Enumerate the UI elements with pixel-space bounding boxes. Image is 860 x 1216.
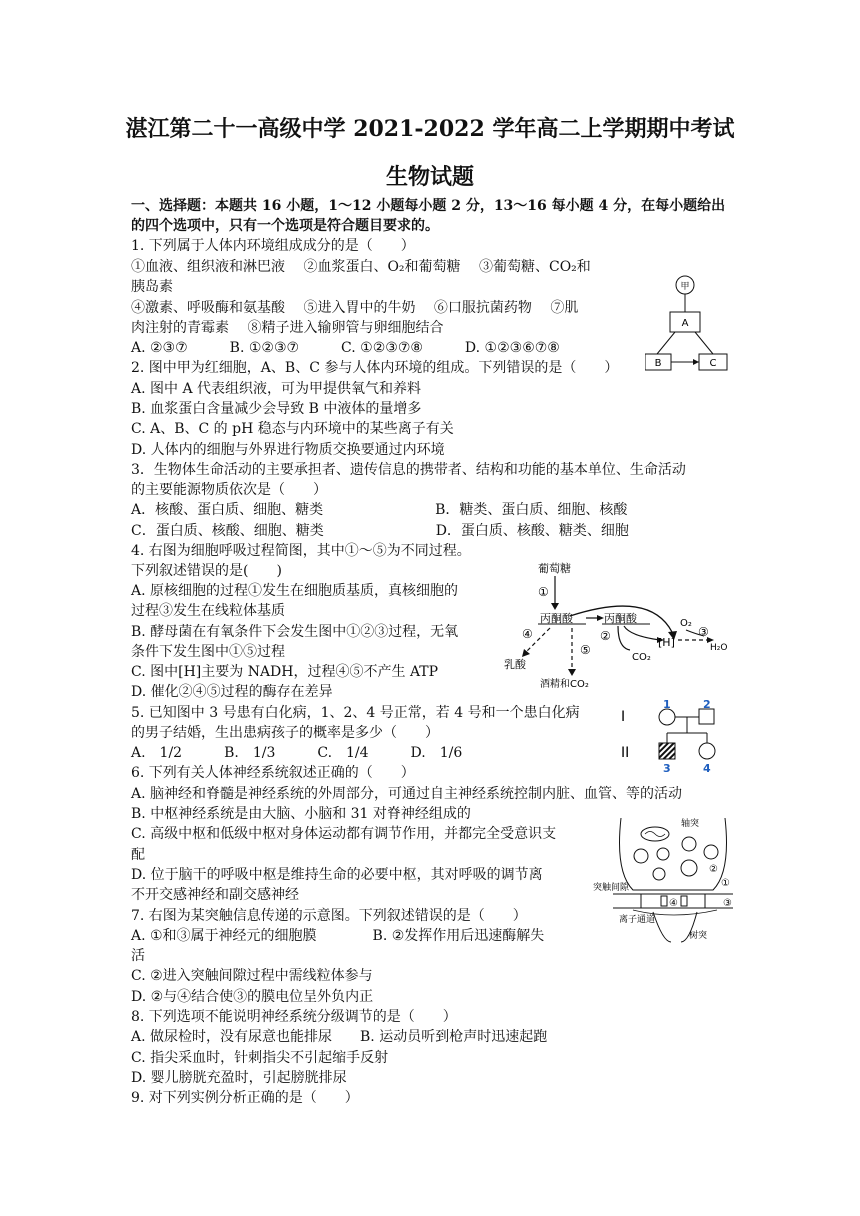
glucose-label: 葡萄糖 [538, 562, 571, 575]
svg-text:3: 3 [663, 762, 671, 775]
svg-text:⑤: ⑤ [580, 643, 591, 657]
svg-text:I: I [621, 709, 626, 725]
text-line: C. 图中[H]主要为 NADH，过程④⑤不产生 ATP [131, 664, 439, 680]
text-line: 胰岛素 [131, 279, 173, 295]
text-line: 活 [131, 948, 145, 964]
svg-text:树突: 树突 [689, 931, 708, 941]
text-line: 配 [131, 847, 145, 863]
text-line: 的主要能源物质依次是（ ） [131, 482, 327, 498]
text-line: 6. 下列有关人体神经系统叙述正确的（ ） [131, 765, 415, 781]
text-line: 的四个选项中，只有一个选项是符合题目要求的。 [131, 218, 439, 234]
svg-text:2: 2 [703, 698, 711, 711]
cell-respiration-diagram [500, 560, 735, 690]
svg-text:②: ② [600, 629, 611, 643]
svg-text:O₂: O₂ [680, 618, 692, 629]
synapse-diagram [593, 812, 743, 944]
svg-text:③: ③ [723, 898, 732, 909]
text-line: A. ②③⑦ B. ①②③⑦ C. ①②③⑦⑧ D. ①②③⑥⑦⑧ [131, 340, 560, 356]
svg-text:4: 4 [703, 762, 711, 775]
individual-4 [699, 743, 715, 759]
text-line: 1. 下列属于人体内环境组成成分的是（ ） [131, 238, 415, 254]
text-line: C. ②进入突触间隙过程中需线粒体参与 [131, 968, 373, 984]
text-line: ①血液、组织液和淋巴液 ②血浆蛋白、O₂和葡萄糖 ③葡萄糖、CO₂和 [131, 259, 591, 275]
text-line: 7. 右图为某突触信息传递的示意图。下列叙述错误的是（ ） [131, 908, 527, 924]
text-line: 的男子结婚，生出患病孩子的概率是多少（ ） [131, 725, 439, 741]
text-line: 4. 右图为细胞呼吸过程简图，其中①～⑤为不同过程。 [131, 543, 471, 559]
individual-2 [699, 709, 714, 724]
text-line: A. 图中 A 代表组织液，可为甲提供氧气和养料 [131, 381, 422, 397]
svg-text:③: ③ [698, 625, 709, 639]
text-line: 5. 已知图中 3 号患有白化病，1、2、4 号正常，若 4 号和一个患白化病 [131, 705, 580, 721]
text-line: A. 原核细胞的过程①发生在细胞质基质，真核细胞的 [131, 583, 459, 599]
text-line: 2. 图中甲为红细胞，A、B、C 参与人体内环境的组成。下列错误的是（ ） [131, 360, 619, 376]
svg-text:轴突: 轴突 [681, 819, 700, 829]
svg-text:②: ② [709, 864, 718, 875]
svg-text:④: ④ [522, 627, 533, 641]
svg-text:突触间隙: 突触间隙 [593, 883, 630, 893]
alcohol-co2-label: 酒精和CO₂ [540, 679, 589, 690]
text-line: A．核酸、蛋白质、细胞、糖类 B．糖类、蛋白质、细胞、核酸 [131, 502, 628, 518]
text-line: 一、选择题：本题共 16 小题，1～12 小题每小题 2 分，13～16 每小题 4 分，在每小题给出 [131, 198, 726, 214]
svg-text:CO₂: CO₂ [632, 652, 651, 663]
text-line: 8. 下列选项不能说明神经系统分级调节的是（ ） [131, 1009, 457, 1025]
text-line: C. 指尖采血时，针刺指尖不引起缩手反射 [131, 1050, 389, 1066]
text-line: 不开交感神经和副交感神经 [131, 887, 299, 903]
svg-text:[H]: [H] [658, 636, 675, 649]
svg-text:C: C [709, 358, 717, 369]
svg-text:1: 1 [663, 698, 671, 711]
text-line: C．蛋白质、核酸、细胞、糖类 D．蛋白质、核酸、糖类、细胞 [131, 523, 629, 539]
pyruvate-label-1: 丙酮酸 [540, 612, 573, 625]
text-line: D. 催化②④⑤过程的酶存在差异 [131, 684, 333, 700]
svg-text:离子通道: 离子通道 [619, 915, 656, 925]
text-line: 条件下发生图中①⑤过程 [131, 644, 285, 660]
text-line: C. A、B、C 的 pH 稳态与内环境中的某些离子有关 [131, 421, 454, 437]
svg-text:A: A [681, 318, 689, 329]
svg-text:①: ① [721, 878, 730, 889]
text-line: D. ②与④结合使③的膜电位呈外负内正 [131, 989, 374, 1005]
text-line: ④激素、呼吸酶和氨基酸 ⑤进入胃中的牛奶 ⑥口服抗菌药物 ⑦肌 [131, 300, 579, 316]
text-line: 9. 对下列实例分析正确的是（ ） [131, 1090, 359, 1106]
jia-label: 甲 [680, 282, 690, 292]
text-line: D. 位于脑干的呼吸中枢是维持生命的必要中枢，其对呼吸的调节离 [131, 867, 543, 883]
pedigree-chart [615, 693, 730, 775]
text-line: 肉注射的青霉素 ⑧精子进入输卵管与卵细胞结合 [131, 320, 444, 336]
text-line: 3．生物体生命活动的主要承担者、遗传信息的携带者、结构和功能的基本单位、生命活动 [131, 462, 686, 478]
lactic-acid-label: 乳酸 [504, 658, 526, 671]
text-line: B. 中枢神经系统是由大脑、小脑和 31 对脊神经组成的 [131, 806, 471, 822]
svg-text:④: ④ [669, 898, 678, 909]
svg-text:①: ① [538, 585, 549, 599]
text-line: B. 酵母菌在有氧条件下会发生图中①②③过程，无氧 [131, 624, 459, 640]
text-line: 过程③发生在线粒体基质 [131, 603, 285, 619]
text-line: D. 人体内的细胞与外界进行物质交换要通过内环境 [131, 442, 445, 458]
exam-subtitle: 生物试题 [385, 164, 474, 190]
svg-text:H₂O: H₂O [710, 643, 728, 653]
text-line: A. 做尿检时，没有尿意也能排尿 B. 运动员听到枪声时迅速起跑 [131, 1029, 548, 1045]
svg-text:II: II [621, 745, 630, 761]
text-line: C. 高级中枢和低级中枢对身体运动都有调节作用，并都完全受意识支 [131, 826, 557, 842]
text-line: A. 脑神经和脊髓是神经系统的外周部分，可通过自主神经系统控制内脏、血管、等的活动 [131, 786, 683, 802]
svg-text:B: B [654, 358, 662, 369]
text-line: A. 1/2 B. 1/3 C. 1/4 D. 1/6 [131, 745, 463, 761]
text-line: 下列叙述错误的是( ) [131, 563, 282, 579]
text-line: B. 血浆蛋白含量减少会导致 B 中液体的量增多 [131, 401, 422, 417]
text-line: D. 婴儿膀胱充盈时，引起膀胱排尿 [131, 1070, 347, 1086]
individual-1 [659, 709, 675, 725]
individual-3-affected [659, 743, 675, 759]
pyruvate-label-2: 丙酮酸 [604, 612, 637, 625]
text-line: A. ①和③属于神经元的细胞膜 B. ②发挥作用后迅速酶解失 [131, 928, 545, 944]
internal-environment-diagram [645, 272, 735, 377]
exam-title: 湛江第二十一高级中学 2021-2022 学年高二上学期期中考试 [125, 116, 735, 142]
